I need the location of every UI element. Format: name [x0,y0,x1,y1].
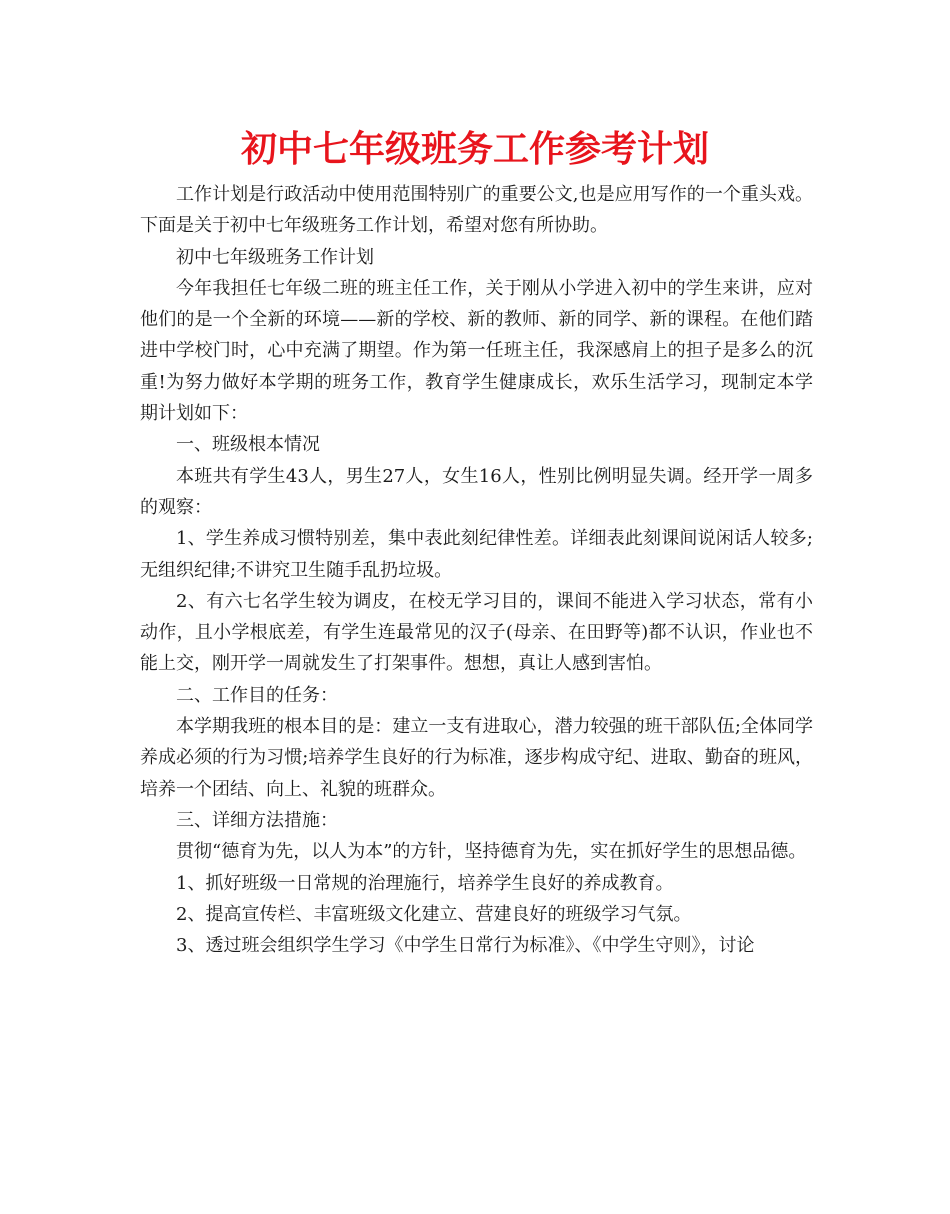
document-title: 初中七年级班务工作参考计划 [240,129,709,170]
section-heading-3: 三、详细方法措施： [176,809,338,831]
paragraph-measure-1: 1、抓好班级一日常规的治理施行，培养学生良好的养成教育。 [176,872,674,894]
paragraph-observation-1: 1、学生养成习惯特别差，集中表此刻纪律性差。详细表此刻课间说闲话人较多;无组织纪律;不讲究卫生随手乱扔垃圾。 [140,528,813,581]
paragraph-principle: 贯彻“德育为先，以人为本”的方针，坚持德育为先，实在抓好学生的思想品德。 [176,841,807,863]
document-body [140,179,813,961]
paragraph-intro: 工作计划是行政活动中使用范围特别广的重要公文,也是应用写作的一个重头戏。下面是关于初中七年级班务工作计划，希望对您有所协助。 [140,184,813,237]
paragraph-observation-2: 2、有六七名学生较为调皮，在校无学习目的，课间不能进入学习状态，常有小动作，且小学根底差，有学生连最常见的汉子(母亲、在田野等)都不认识，作业也不能上交，刚开学一周就发生了打架事件。想想，真让人感到害怕。 [140,590,813,675]
paragraph-class-stats: 本班共有学生43人，男生27人，女生16人，性别比例明显失调。经开学一周多的观察： [140,465,813,518]
paragraph-opening: 今年我担任七年级二班的班主任工作，关于刚从小学进入初中的学生来讲，应对他们的是一个全新的环境——新的学校、新的教师、新的同学、新的课程。在他们踏进中学校门时，心中充满了期望。作为第一任班主任，我深感肩上的担子是多么的沉重!为努力做好本学期的班务工作，教育学生健康成长，欢乐生活学习，现制定本学期计划如下： [140,277,813,425]
paragraph-measure-2: 2、提高宣传栏、丰富班级文化建立、营建良好的班级学习气氛。 [176,903,692,925]
section-heading-2: 二、工作目的任务： [176,684,338,706]
section-heading-1: 一、班级根本情况 [176,434,320,456]
paragraph-goals: 本学期我班的根本目的是：建立一支有进取心，潜力较强的班干部队伍;全体同学养成必须的行为习惯;培养学生良好的行为标准，逐步构成守纪、进取、勤奋的班风，培养一个团结、向上、礼貌的班群众。 [140,716,813,800]
paragraph-measure-3: 3、透过班会组织学生学习《中学生日常行为标准》、《中学生守则》，讨论 [176,935,755,957]
paragraph-subtitle: 初中七年级班务工作计划 [176,246,374,268]
